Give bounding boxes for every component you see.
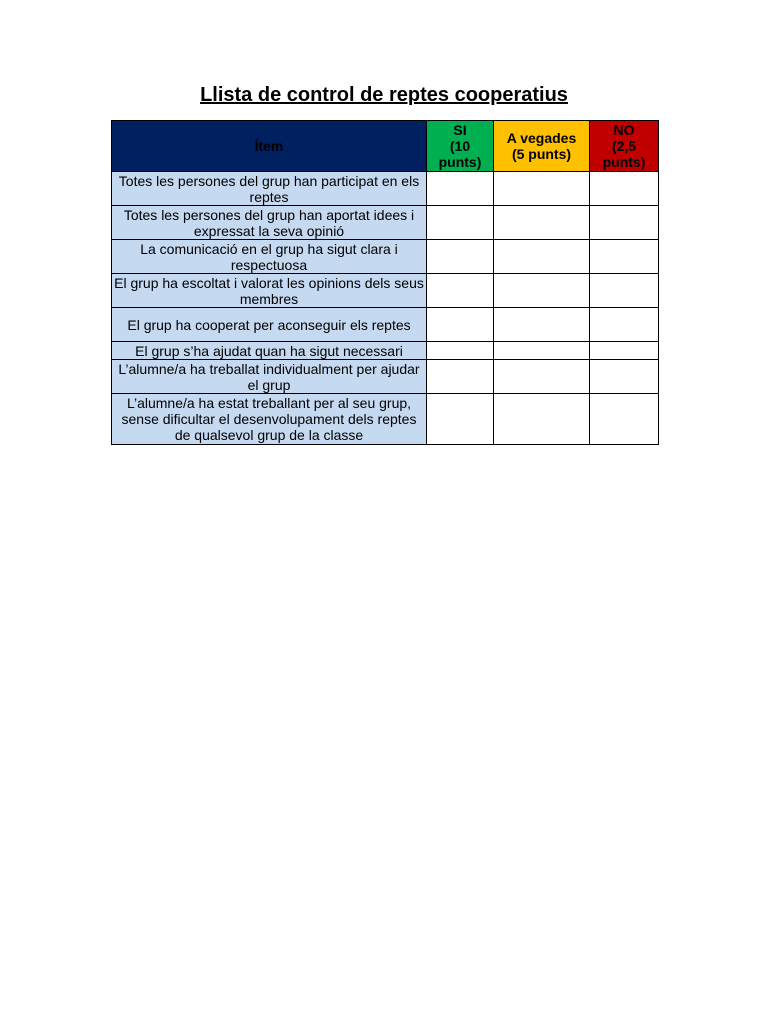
check-cell-si[interactable] xyxy=(427,240,494,274)
header-no xyxy=(590,121,659,172)
check-cell-no[interactable] xyxy=(590,274,659,308)
header-no-line: punts) xyxy=(602,154,646,170)
check-cell-avegades[interactable] xyxy=(494,274,590,308)
check-cell-si[interactable] xyxy=(427,172,494,206)
check-cell-avegades[interactable] xyxy=(494,360,590,394)
item-cell: La comunicació en el grup ha sigut clara i respectuosa xyxy=(112,240,427,274)
item-cell: El grup s’ha ajudat quan ha sigut necessari xyxy=(112,342,427,360)
header-no-line: NO xyxy=(613,122,635,138)
table-row xyxy=(112,240,659,274)
check-cell-si[interactable] xyxy=(427,274,494,308)
item-cell: Totes les persones del grup han participat en els reptes xyxy=(112,172,427,206)
check-cell-avegades[interactable] xyxy=(494,172,590,206)
header-no-line: (2,5 xyxy=(611,138,637,154)
check-cell-avegades[interactable] xyxy=(494,240,590,274)
check-cell-avegades[interactable] xyxy=(494,308,590,342)
table-row xyxy=(112,172,659,206)
check-cell-avegades[interactable] xyxy=(494,206,590,240)
header-si-line: SI xyxy=(453,122,467,138)
header-si-line: punts) xyxy=(438,154,482,170)
check-cell-si[interactable] xyxy=(427,308,494,342)
document-title: Llista de control de reptes cooperatius xyxy=(200,84,568,106)
check-cell-no[interactable] xyxy=(590,308,659,342)
check-cell-avegades[interactable] xyxy=(494,342,590,360)
check-cell-avegades[interactable] xyxy=(494,394,590,445)
check-cell-no[interactable] xyxy=(590,240,659,274)
table-row xyxy=(112,360,659,394)
header-avegades-line: A vegades xyxy=(506,130,577,146)
check-cell-no[interactable] xyxy=(590,360,659,394)
header-avegades xyxy=(494,121,590,172)
check-cell-no[interactable] xyxy=(590,342,659,360)
item-cell: El grup ha cooperat per aconseguir els reptes xyxy=(112,308,427,342)
header-avegades-line: (5 punts) xyxy=(511,146,572,162)
item-cell: L’alumne/a ha treballat individualment per ajudar el grup xyxy=(112,360,427,394)
check-cell-no[interactable] xyxy=(590,394,659,445)
header-row xyxy=(112,121,659,172)
check-cell-si[interactable] xyxy=(427,206,494,240)
table-row xyxy=(112,342,659,360)
table-row xyxy=(112,274,659,308)
table-row xyxy=(112,394,659,445)
item-cell: Totes les persones del grup han aportat idees i expressat la seva opinió xyxy=(112,206,427,240)
table-row xyxy=(112,308,659,342)
check-cell-si[interactable] xyxy=(427,360,494,394)
item-cell: L’alumne/a ha estat treballant per al seu grup, sense dificultar el desenvolupament dels reptes de qualsevol grup de la classe xyxy=(112,394,427,445)
item-cell: El grup ha escoltat i valorat les opinions dels seus membres xyxy=(112,274,427,308)
table-row xyxy=(112,206,659,240)
check-cell-si[interactable] xyxy=(427,394,494,445)
header-si xyxy=(427,121,494,172)
header-si-line: (10 xyxy=(449,138,471,154)
check-cell-si[interactable] xyxy=(427,342,494,360)
header-item: Ítem xyxy=(112,121,427,172)
checklist-table xyxy=(111,120,659,445)
check-cell-no[interactable] xyxy=(590,172,659,206)
check-cell-no[interactable] xyxy=(590,206,659,240)
